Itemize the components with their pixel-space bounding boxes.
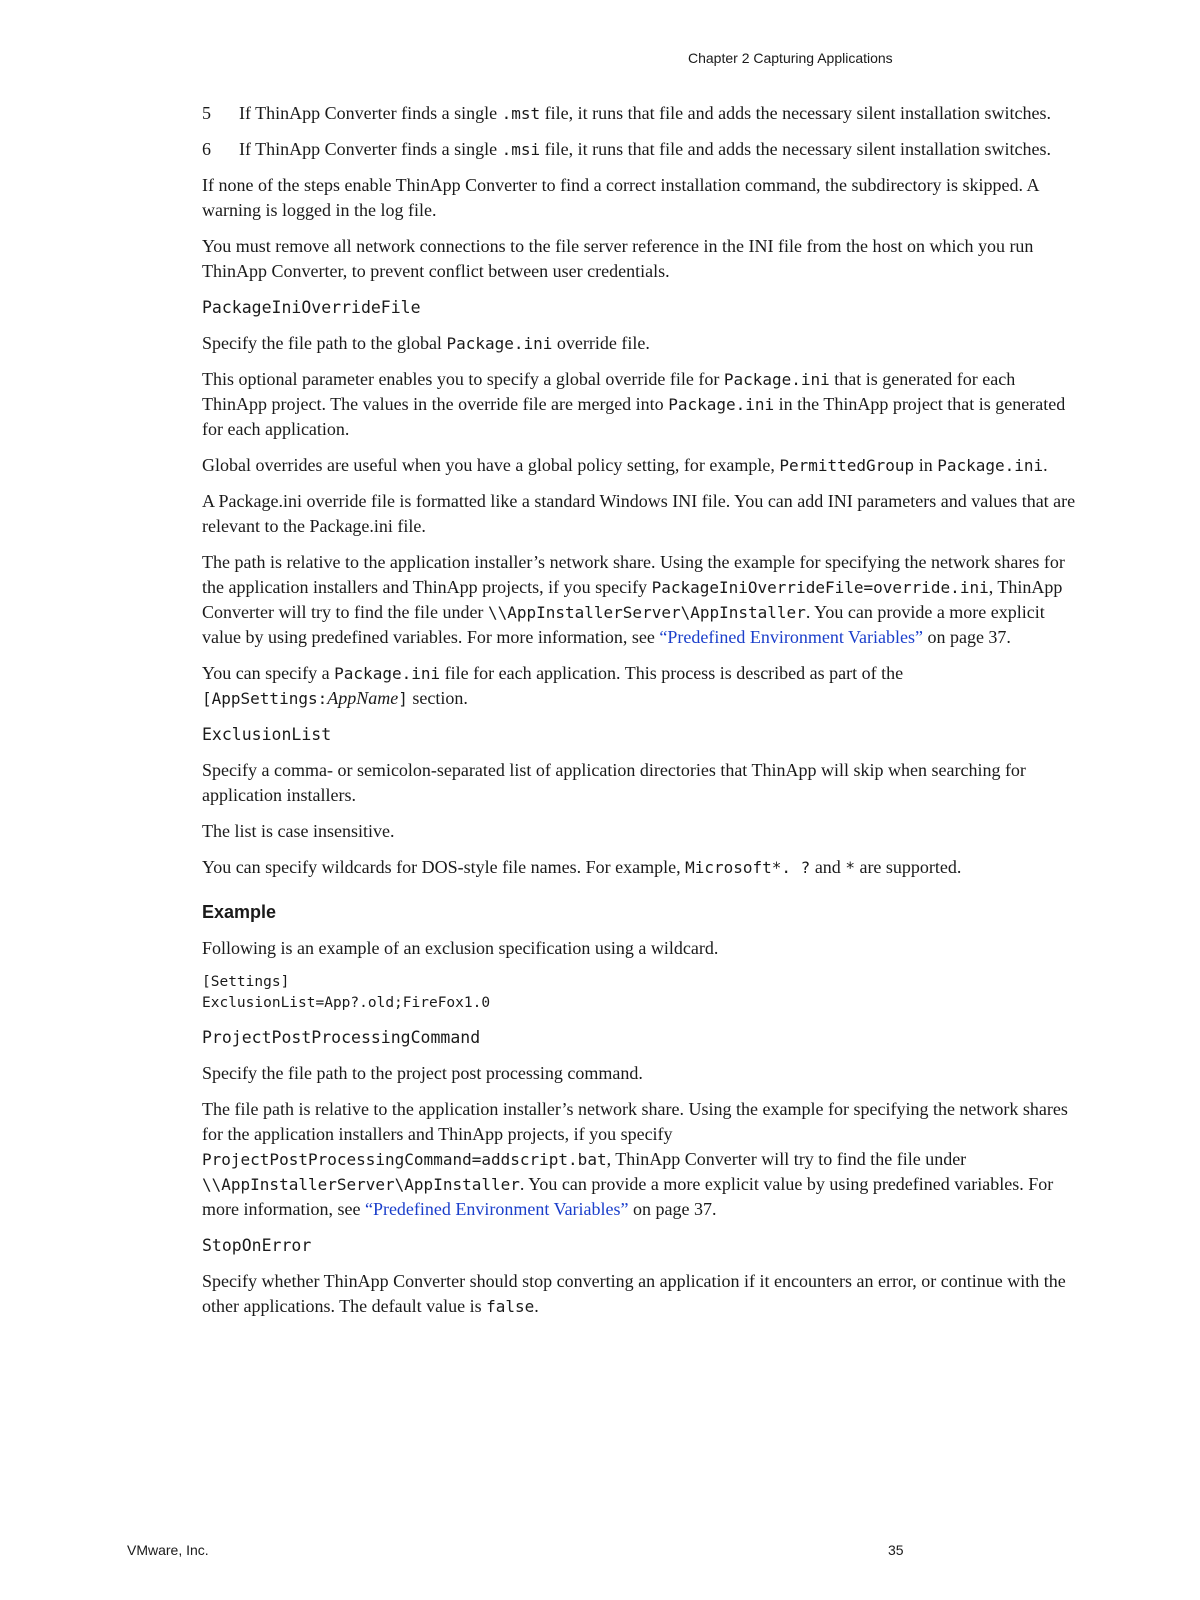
list-item-step-5 [202,101,1082,126]
running-header: Chapter 2 Capturing Applications [688,50,893,66]
parameter-name: PackageIniOverrideFile [202,298,421,317]
step-number: 6 [202,139,211,159]
inline-code: [AppSettings: [202,689,328,708]
inline-code: PermittedGroup [779,456,915,475]
list-item-step-6 [202,137,1082,162]
inline-code: .mst [501,104,541,123]
paragraph-post-processing: Specify the file path to the project post processing command. [202,1063,643,1083]
code-line: [Settings] [202,974,290,990]
inline-code: Package.ini [937,456,1044,475]
parameter-name: ExclusionList [202,725,332,744]
inline-code: Package.ini [446,334,553,353]
paragraph-file-path-relative: The file path is relative to the application installer’s network share. Using the example for specifying the network shares for the application installers and ThinApp projects, if you specify ProjectPostProcessingCommand=addscript.bat, ThinApp Converter will try to find the file under \\AppInstallerServer\AppInstaller. You can provide a more explicit value by using predefined variables. For more information, see “Predefined Environment Variables” on page 37. [202,1099,1068,1219]
paragraph-stop-on-error: Specify whether ThinApp Converter should stop converting an application if it encounters an error, or continue with the other applications. The default value is false. [202,1271,1066,1316]
inline-code: * [845,858,855,877]
step-text: If ThinApp Converter finds a single [239,103,502,123]
step-text: If ThinApp Converter finds a single [239,139,502,159]
cross-reference-link[interactable]: “Predefined Environment Variables” [364,1199,629,1219]
inline-code: Package.ini [334,664,441,683]
inline-code: false [486,1297,535,1316]
paragraph-none-enable: If none of the steps enable ThinApp Converter to find a correct installation command, the subdirectory is skipped. A warning is logged in the log file. [202,175,1039,220]
paragraph-ini-format: A Package.ini override file is formatted like a standard Windows INI file. You can add INI parameters and values that are relevant to the Package.ini file. [202,491,1076,536]
inline-code: \\AppInstallerServer\AppInstaller [487,603,806,622]
parameter-name: ProjectPostProcessingCommand [202,1028,481,1047]
paragraph-case-insensitive: The list is case insensitive. [202,821,395,841]
paragraph-global-overrides: Global overrides are useful when you have a global policy setting, for example, PermittedGroup in Package.ini. [202,455,1048,475]
paragraph-specify-override: Specify the file path to the global Package.ini override file. [202,333,650,353]
paragraph-exclusion-list: Specify a comma- or semicolon-separated list of application directories that ThinApp will skip when searching for application installers. [202,760,1026,805]
cross-reference-link[interactable]: “Predefined Environment Variables” [659,627,923,647]
inline-code: Package.ini [723,370,830,389]
footer-company: VMware, Inc. [127,1542,209,1558]
step-text: file, it runs that file and adds the necessary silent installation switches. [540,139,1052,159]
paragraph-wildcards: You can specify wildcards for DOS-style file names. For example, Microsoft*. ? and * are supported. [202,857,962,877]
italic-placeholder: AppName [327,688,399,708]
inline-code: Microsoft*. ? [685,858,811,877]
paragraph-following-example: Following is an example of an exclusion specification using a wildcard. [202,938,719,958]
paragraph-package-each-app: You can specify a Package.ini file for each application. This process is described as part of the [AppSettings:AppName] section. [202,663,904,708]
paragraph-relative-path: The path is relative to the application installer’s network share. Using the example for specifying the network shares for the application installers and ThinApp projects, if you specify PackageIniOverrideFile=override.ini, ThinApp Converter will try to find the file under \\AppInstallerServer\AppInstaller. You can provide a more explicit value by using predefined variables. For more information, see “Predefined Environment Variables” on page 37. [202,552,1065,647]
example-heading: Example [202,902,277,922]
inline-code: ] [398,689,408,708]
parameter-name: StopOnError [202,1236,312,1255]
code-line: ExclusionList=App?.old;FireFox1.0 [202,995,491,1011]
inline-code: PackageIniOverrideFile=override.ini [651,578,989,597]
inline-code: Package.ini [668,395,775,414]
page-content [202,101,1082,1330]
paragraph-remove-connections: You must remove all network connections to the file server reference in the INI file from the host on which you run ThinApp Converter, to prevent conflict between user credentials. [202,236,1034,281]
code-block [202,972,1082,1014]
footer-page-number: 35 [888,1542,904,1558]
step-number: 5 [202,103,211,123]
inline-code: ProjectPostProcessingCommand=addscript.bat [202,1150,607,1169]
inline-code: .msi [501,140,541,159]
paragraph-optional-parameter: This optional parameter enables you to specify a global override file for Package.ini that is generated for each ThinApp project. The values in the override file are merged into Package.ini in the ThinApp project that is generated for each application. [202,369,1066,439]
step-text: file, it runs that file and adds the necessary silent installation switches. [540,103,1052,123]
inline-code: \\AppInstallerServer\AppInstaller [202,1175,520,1194]
